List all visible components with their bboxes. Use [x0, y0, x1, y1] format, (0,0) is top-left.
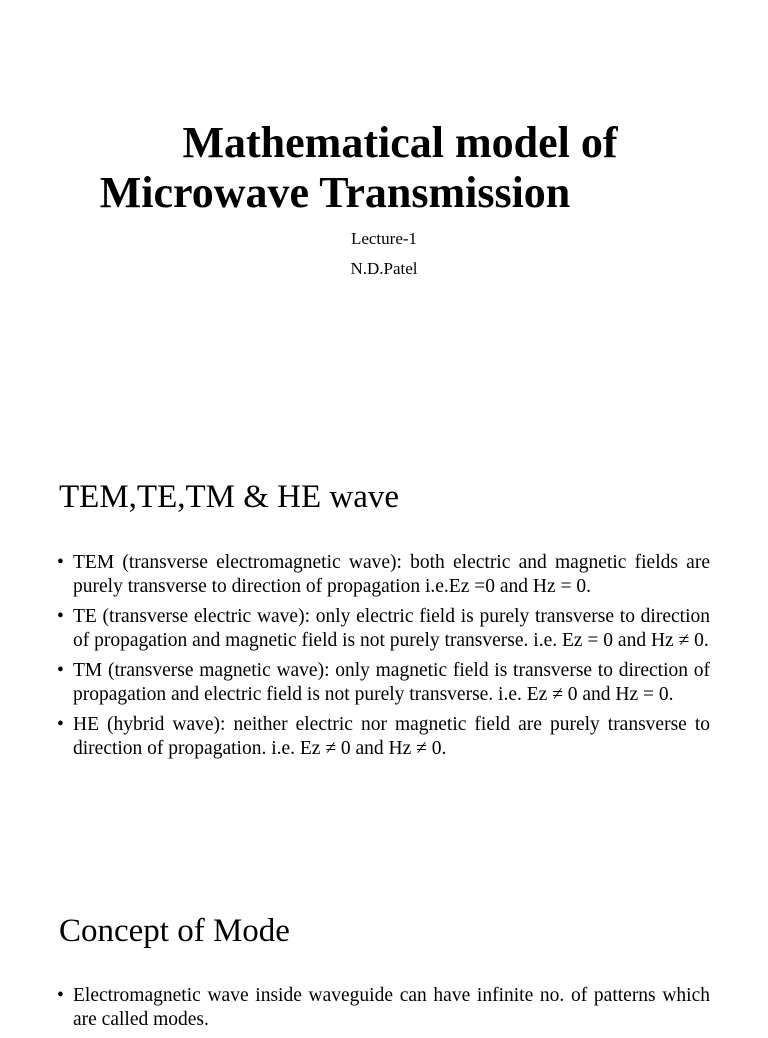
title-line-2: Microwave Transmission	[99, 168, 571, 217]
bullet-text: Electromagnetic wave inside waveguide can have infinite no. of patterns which are called modes.	[73, 985, 710, 1030]
title-slide	[0, 0, 768, 430]
slide-heading: Concept of Mode	[59, 913, 290, 949]
list-item	[57, 605, 710, 652]
bullet-text: TM (transverse magnetic wave): only magnetic field is transverse to direction of propagation and electric field is not purely transverse. i.e. Ez ≠ 0 and Hz = 0.	[73, 660, 710, 705]
slide-heading: TEM,TE,TM & HE wave	[59, 479, 400, 515]
author-name: N.D.Patel	[350, 259, 418, 278]
bullet-icon: •	[57, 985, 64, 1006]
bullet-text: TEM (transverse electromagnetic wave): both electric and magnetic fields are purely transverse to direction of propagation i.e.Ez =0 and Hz = 0.	[73, 552, 710, 597]
wave-types-slide	[0, 430, 768, 880]
bullet-list	[57, 984, 710, 1038]
mode-concept-slide	[0, 880, 768, 1030]
bullet-icon: •	[57, 552, 64, 573]
list-item	[57, 713, 710, 760]
slide-title	[60, 118, 720, 218]
list-item	[57, 551, 710, 598]
bullet-icon: •	[57, 660, 64, 681]
bullet-list	[57, 551, 710, 767]
bullet-icon: •	[57, 606, 64, 627]
bullet-text: TE (transverse electric wave): only electric field is purely transverse to direction of propagation and magnetic field is not purely transverse. i.e. Ez = 0 and Hz ≠ 0.	[73, 606, 710, 651]
lecture-label: Lecture-1	[350, 229, 418, 248]
bullet-text: HE (hybrid wave): neither electric nor magnetic field are purely transverse to direction of propagation. i.e. Ez ≠ 0 and Hz ≠ 0.	[73, 714, 710, 759]
title-line-1: Mathematical model of	[182, 118, 618, 167]
list-item	[57, 659, 710, 706]
bullet-icon: •	[57, 714, 64, 735]
